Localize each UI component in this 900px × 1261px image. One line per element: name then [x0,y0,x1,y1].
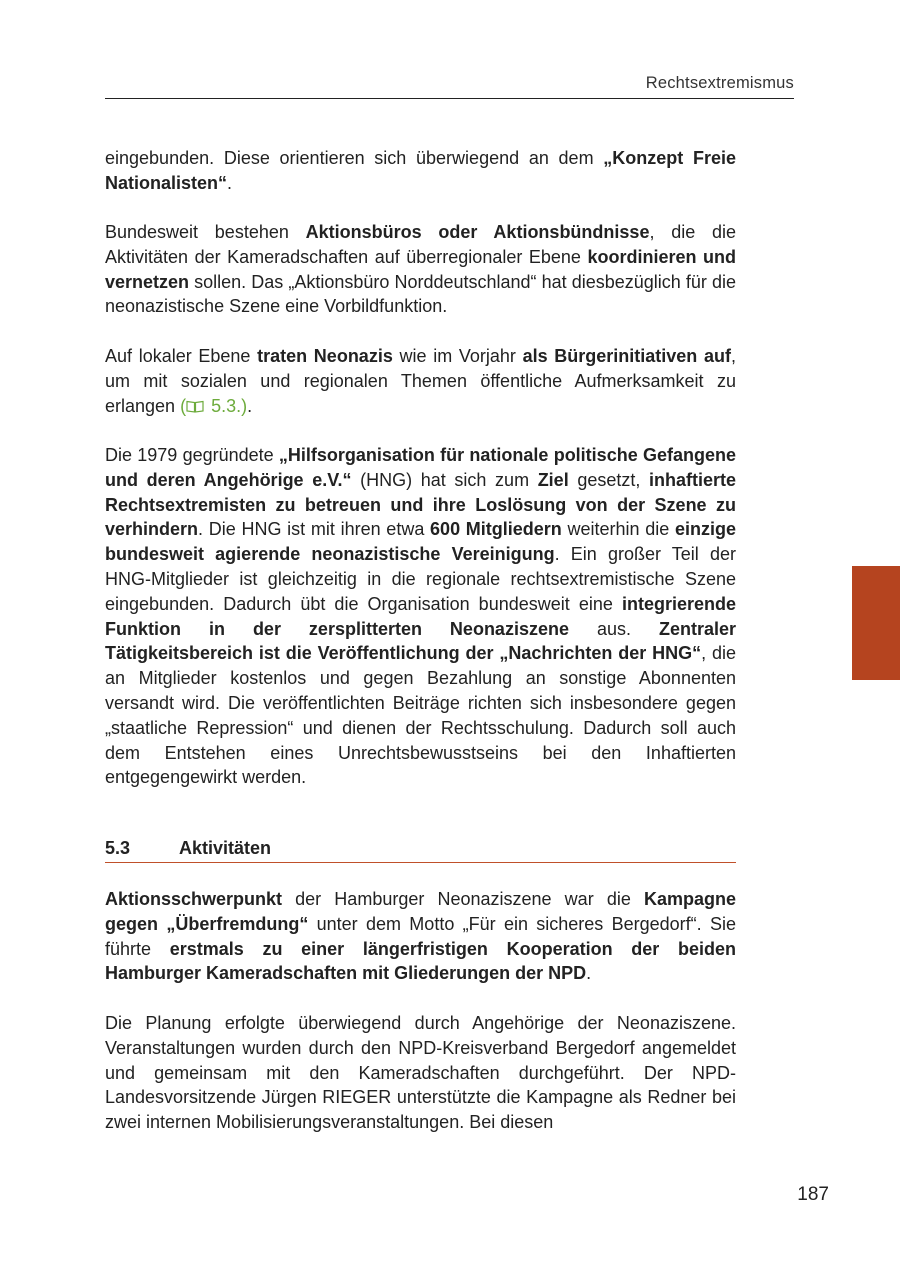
bold-text: Aktionsschwerpunkt [105,889,283,909]
text-run: gesetzt, [568,469,649,490]
section-number: 5.3 [105,838,131,858]
text-run: , um mit sozialen und regionalen Themen öffentliche Aufmerksamkeit zu erlangen [105,346,736,416]
text-run: eingebunden. Diese orientieren sich überwiegend an dem [105,148,604,168]
text-run: (HNG) hat sich zum [351,469,538,490]
bold-text: „Konzept Freie Nationalisten“ [105,148,737,193]
cross-reference[interactable]: ( [180,395,187,416]
text-run: , die an Mitglieder kostenlos und gegen Bezahlung an sonstige Abonnenten versandt wird. Die veröffentlichten Beiträge richten sich insbesondere gegen „staatliche Repression“ und dienen der Rechtsschulung. Dadurch soll auch dem Entstehen eines Unrechtsbewusstseins bei den Inhaftierten entgegengewirkt werden. [105,643,737,788]
text-run: . [247,395,253,416]
paragraph-3 [105,344,736,418]
text-run: . [586,963,592,984]
bold-text: 600 Mitgliedern [430,519,562,540]
text-run: weiterhin die [561,519,675,540]
text-run: Auf lokaler Ebene [105,346,258,366]
text-run: unter dem Motto „Für ein sicheres Bergedorf“. Sie führte [105,913,736,959]
paragraph-6 [105,1011,736,1135]
text-run: Bundesweit bestehen [105,222,306,242]
book-icon [186,400,204,413]
text-run: . Die HNG ist mit ihren etwa [198,519,431,540]
paragraph-1 [105,146,736,196]
page-number: 187 [797,1184,829,1205]
text-run: aus. [568,618,659,639]
chapter-tab [852,566,900,680]
paragraph-2 [105,220,736,319]
bold-text: integrierende Funktion in der zersplitterten Neonaziszene [105,593,736,639]
running-head: Rechtsextremismus [645,74,794,92]
text-run: . [227,172,233,193]
bold-text: Zentraler Tätigkeitsbereich ist die Veröffentlichung der „Nachrichten der HNG“ [105,618,736,664]
section-title: Aktivitäten [179,838,272,858]
text-run: sollen. Das „Aktionsbüro Norddeutschland“ hat diesbezüglich für die neonazistische Szene eine Vorbildfunktion. [105,271,736,317]
bold-text: Aktionsbüros oder Aktionsbündnisse [305,222,650,242]
paragraph-4 [105,443,736,790]
section-heading [105,838,736,863]
bold-text: koordinieren und vernetzen [105,246,736,292]
bold-text: traten Neonazis [257,346,393,366]
bold-text: inhaftierte Rechtsextremisten zu betreuen und ihre Loslösung von der Szene zu verhindern [105,469,736,540]
bold-text: Kampagne gegen „Überfremdung“ [105,889,736,934]
bold-text: Ziel [537,469,569,490]
text-run: Die Planung erfolgte überwiegend durch Angehörige der Neonaziszene. Veranstaltungen wurden durch den NPD-Kreisverband Bergedorf angemeldet und gemeinsam mit den Kameradschaften durchgeführt. Der NPD-Landesvorsitzende Jürgen RIEGER unterstützte die Kampagne als Redner bei zwei internen Mobilisierungsveranstaltungen. Bei diesen [105,1013,736,1133]
text-run: , die die Aktivitäten der Kameradschaften auf überregionaler Ebene [105,222,736,267]
text-run: Die 1979 gegründete [105,445,279,465]
cross-reference[interactable]: 5.3.) [186,396,247,416]
bold-text: als Bürgerinitiativen auf [522,346,731,366]
paragraph-5 [105,887,736,986]
header-rule [105,98,794,99]
text-run: wie im Vorjahr [392,346,523,366]
text-run: . Ein großer Teil der HNG-Mitglieder ist gleichzeitig in die regionale rechtsextremistische Szene eingebunden. Dadurch übt die Organisation bundesweit eine [105,544,736,614]
bold-text: einzige bundesweit agierende neonazistische Vereinigung [105,519,736,565]
bold-text: erstmals zu einer längerfristigen Kooperation der beiden Hamburger Kameradschaften mit Gliederungen der NPD [105,938,736,984]
bold-text: „Hilfsorganisation für nationale politische Gefangene und deren Angehörige e.V.“ [105,445,736,490]
text-run: der Hamburger Neonaziszene war die [282,889,644,909]
